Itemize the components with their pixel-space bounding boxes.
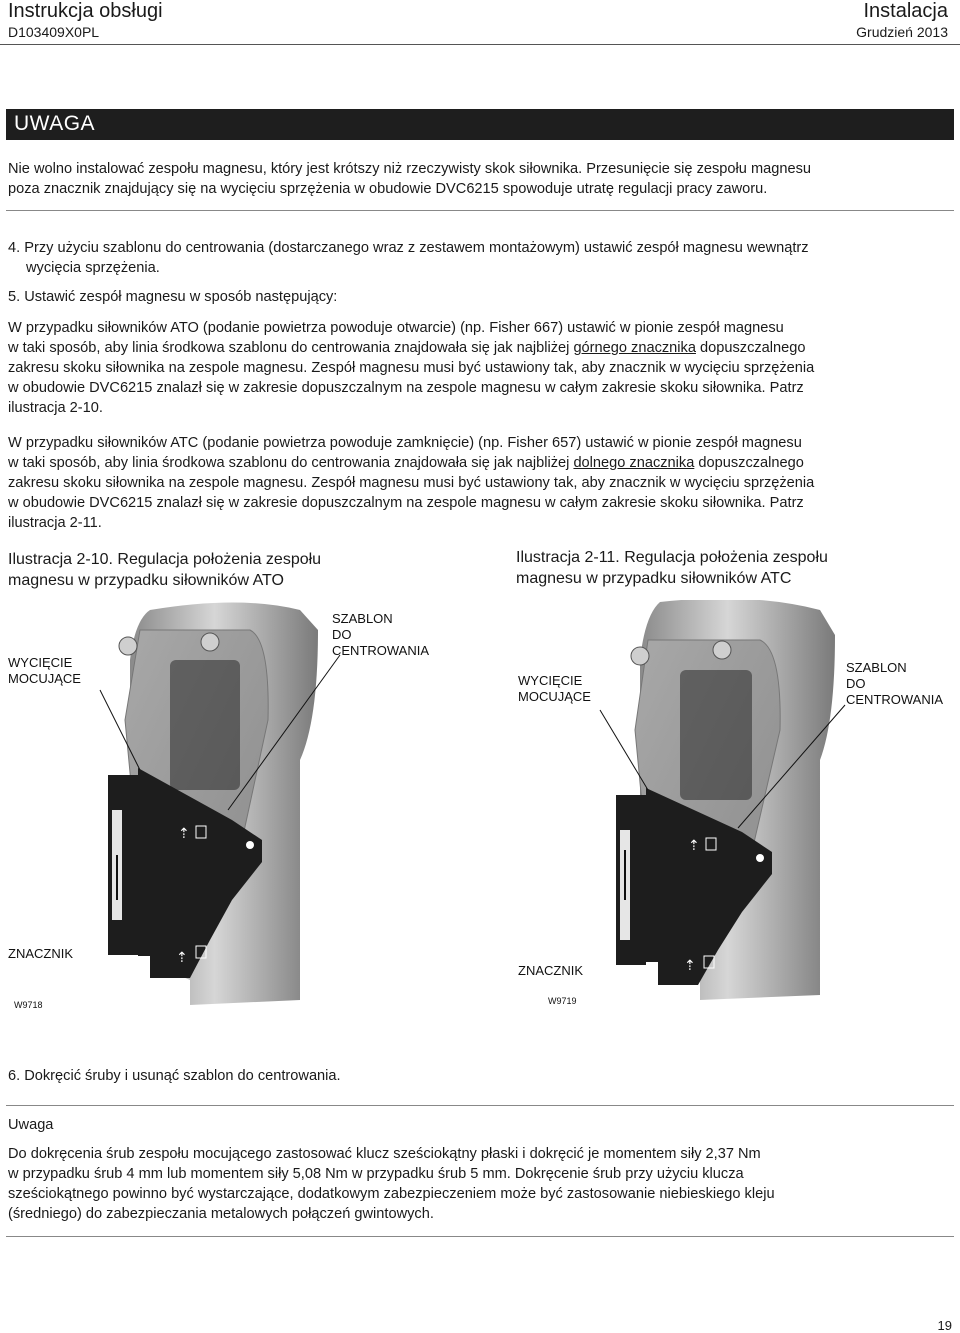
fig1-template-label xyxy=(332,611,429,659)
callout-line: CENTROWANIA xyxy=(846,692,944,707)
document-code: D103409X0PL xyxy=(8,24,100,40)
atc-line: ilustracja 2-11. xyxy=(8,515,102,531)
template-symbol-icon: ⇡ xyxy=(684,957,696,973)
document-date: Grudzień 2013 xyxy=(856,24,948,40)
lower-marker-term: dolnego znacznika xyxy=(573,455,695,471)
note-line: (średniego) do zabezpieczania metalowych połączeń gwintowych. xyxy=(8,1206,434,1222)
template-hole-icon xyxy=(246,841,254,849)
bolt-icon xyxy=(631,647,649,665)
step-6: 6. Dokręcić śruby i usunąć szablon do centrowania. xyxy=(8,1068,341,1084)
section-title: Instalacja xyxy=(863,0,948,22)
figure-title-line: magnesu w przypadku siłowników ATC xyxy=(516,570,792,587)
template-symbol-icon: ⇡ xyxy=(688,837,700,853)
note-line: w przypadku śrub 4 mm lub momentem siły 5,08 Nm w przypadku śrub 5 mm. Dokręcenie śrub przy użyciu klucza xyxy=(8,1166,744,1182)
warning-line: poza znacznik znajdujący się na wycięciu sprzężenia w obudowie DVC6215 spowoduje utratę regulacji pracy zaworu. xyxy=(8,181,768,197)
atc-line: W przypadku siłowników ATC (podanie powietrza powoduje zamknięcie) (np. Fisher 657) ustawić w pionie zespół magnesu xyxy=(8,435,802,451)
fig1-marker-label: ZNACZNIK xyxy=(8,946,73,961)
figures-area xyxy=(0,600,960,1030)
step-4 xyxy=(8,238,953,278)
warning-text xyxy=(8,159,953,199)
bolt-icon xyxy=(713,641,731,659)
fig1-code: W9718 xyxy=(14,1000,43,1010)
callout-line: MOCUJĄCE xyxy=(518,689,591,704)
atc-line: w obudowie DVC6215 znalazł się w zakresie dopuszczalnym na zespole magnesu w całym zakresie skoku siłownika. Patrz xyxy=(8,495,804,511)
callout-line: CENTROWANIA xyxy=(332,643,430,658)
ato-line: w obudowie DVC6215 znalazł się w zakresie dopuszczalnym na zespole magnesu w całym zakresie skoku siłownika. Patrz xyxy=(8,380,804,396)
page-number: 19 xyxy=(937,1318,952,1333)
callout-line: DO xyxy=(332,627,352,642)
note-text xyxy=(8,1144,953,1224)
note-line: Do dokręcenia śrub zespołu mocującego zastosować klucz sześciokątny płaski i dokręcić je momentem siły 2,37 Nm xyxy=(8,1146,761,1162)
ato-text: dopuszczalnego xyxy=(695,340,806,356)
atc-line: zakresu skoku siłownika na zespole magnesu. Zespół magnesu musi być ustawiony tak, aby znacznik w wycięciu sprzężenia xyxy=(8,475,815,491)
atc-paragraph xyxy=(8,433,953,533)
warning-line: Nie wolno instalować zespołu magnesu, który jest krótszy niż rzeczywisty skok siłownika. Przesunięcie się zespołu magnesu xyxy=(8,161,811,177)
step-4-line: 4. Przy użyciu szablonu do centrowania (dostarczanego wraz z zestawem montażowym) ustawić zespół magnesu wewnątrz xyxy=(8,240,809,256)
warning-banner xyxy=(6,109,954,140)
upper-marker-term: górnego znacznika xyxy=(573,340,696,356)
figure-2-11-title xyxy=(516,547,956,589)
callout-line: WYCIĘCIE xyxy=(518,673,583,688)
ato-line xyxy=(8,338,953,358)
ato-line: ilustracja 2-10. xyxy=(8,400,103,416)
note-line: sześciokątnego powinno być wystarczające, dodatkowym zabezpieczeniem może być zastosowanie niebieskiego kleju xyxy=(8,1186,775,1202)
ato-line: W przypadku siłowników ATO (podanie powietrza powoduje otwarcie) (np. Fisher 667) ustawić w pionie zespół magnesu xyxy=(8,320,784,336)
figure-2-10-title xyxy=(8,549,468,591)
note-divider-top xyxy=(6,1105,954,1106)
bolt-icon xyxy=(201,633,219,651)
atc-text: w taki sposób, aby linia środkowa szablonu do centrowania znajdowała się jak najbliżej xyxy=(8,455,574,471)
fig2-marker-label: ZNACZNIK xyxy=(518,963,583,978)
callout-line: DO xyxy=(846,676,866,691)
warning-title: UWAGA xyxy=(14,112,96,135)
ato-line: zakresu skoku siłownika na zespole magnesu. Zespół magnesu musi być ustawiony tak, aby znacznik w wycięciu sprzężenia xyxy=(8,360,815,376)
window xyxy=(680,670,752,800)
window xyxy=(170,660,240,790)
fig1-mounting-label xyxy=(8,655,81,687)
figure-title-line: Ilustracja 2-10. Regulacja położenia zespołu xyxy=(8,551,322,568)
warning-divider xyxy=(6,210,954,211)
callout-line: SZABLON xyxy=(846,660,907,675)
template-symbol-icon: ⇡ xyxy=(178,825,190,841)
ato-text: w taki sposób, aby linia środkowa szablonu do centrowania znajdowała się jak najbliżej xyxy=(8,340,574,356)
template-hole-icon xyxy=(756,854,764,862)
manual-title: Instrukcja obsługi xyxy=(8,0,163,22)
callout-line: SZABLON xyxy=(332,611,393,626)
atc-line xyxy=(8,453,953,473)
note-divider-bottom xyxy=(6,1236,954,1237)
bolt-icon xyxy=(119,637,137,655)
note-title: Uwaga xyxy=(8,1117,54,1133)
callout-line: MOCUJĄCE xyxy=(8,671,81,686)
fig2-template-label xyxy=(846,660,943,708)
atc-text: dopuszczalnego xyxy=(694,455,804,471)
step-5: 5. Ustawić zespół magnesu w sposób następujący: xyxy=(8,289,338,305)
figure-title-line: magnesu w przypadku siłowników ATO xyxy=(8,572,284,589)
callout-line: WYCIĘCIE xyxy=(8,655,73,670)
fig2-mounting-label xyxy=(518,673,591,705)
ato-paragraph xyxy=(8,318,953,418)
template-symbol-icon: ⇡ xyxy=(176,949,188,965)
step-4-line: wycięcia sprzężenia. xyxy=(26,260,160,276)
fig2-code: W9719 xyxy=(548,996,577,1006)
header-divider xyxy=(0,44,960,45)
figure-title-line: Ilustracja 2-11. Regulacja położenia zespołu xyxy=(516,549,828,566)
